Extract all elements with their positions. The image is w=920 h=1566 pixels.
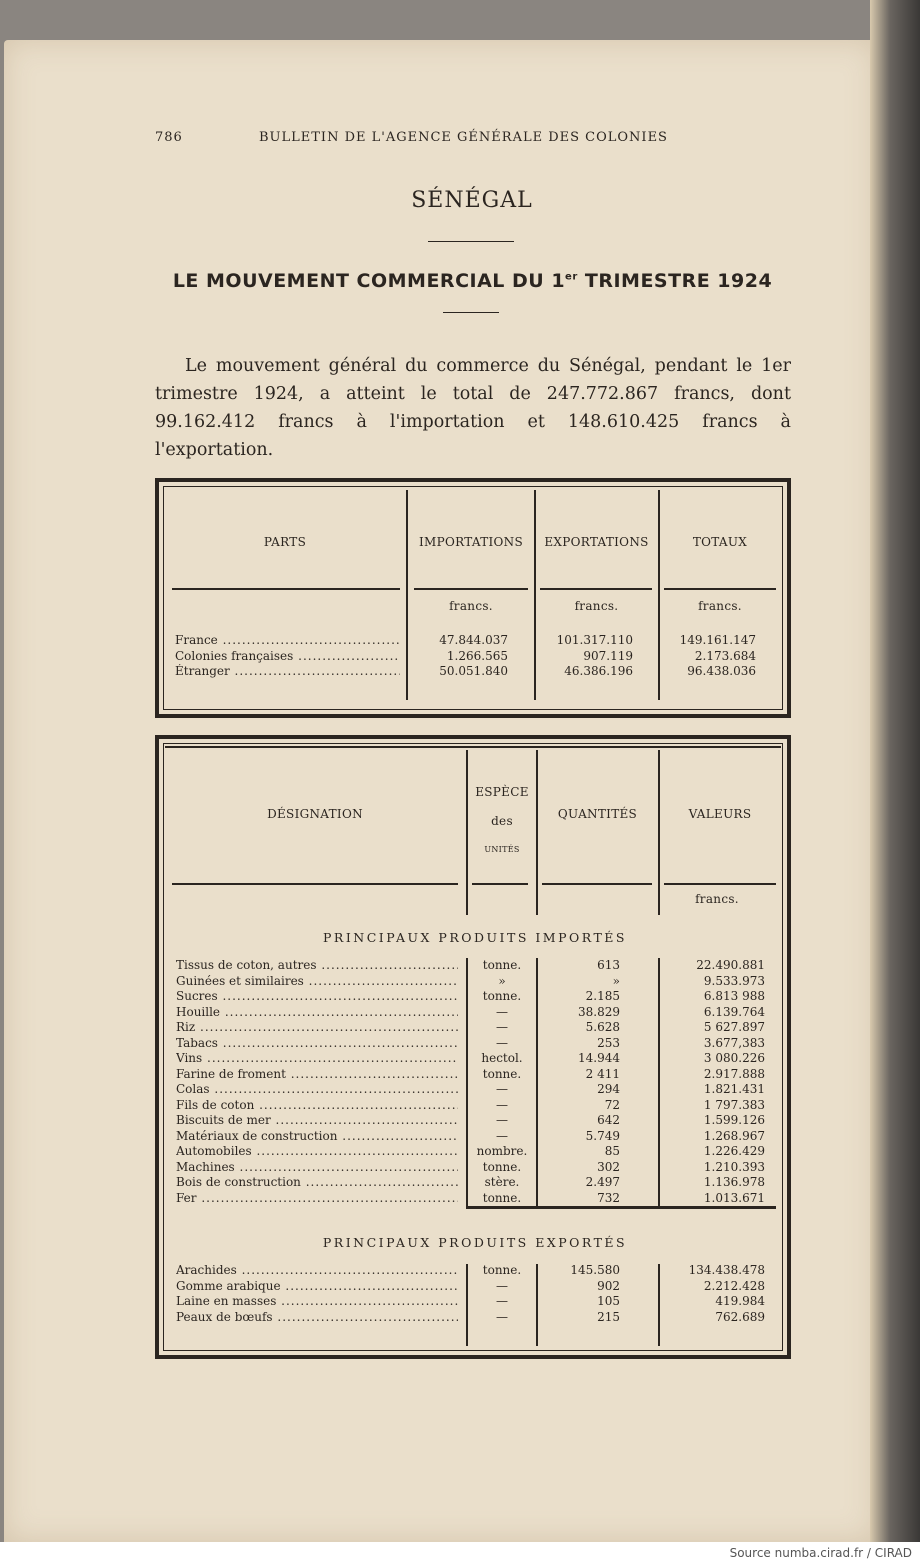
header-valeurs: VALEURS [688,807,752,821]
subtitle-text: LE MOUVEMENT COMMERCIAL DU 1 [172,270,566,292]
product-name: Colas ..... [176,1082,458,1098]
value: 6.813 988 [703,989,765,1003]
unit-type: tonne. [482,989,522,1003]
quantity: 105 [597,1294,620,1308]
value: 5 627.897 [703,1020,765,1034]
subtitle-sup: er [565,271,578,283]
product-name: Tissus de coton, autres ..... [176,958,458,974]
product-name: Biscuits de mer ..... [176,1113,458,1129]
importations-value: 50.051.840 [439,664,508,678]
exportations-value: 101.317.110 [556,633,633,647]
unit-label: francs. [449,599,493,613]
value: 2.212.428 [703,1278,765,1293]
unit-type: tonne. [482,1066,522,1081]
value: 1.821.431 [703,1082,765,1096]
quantity: 72 [604,1097,620,1112]
header-unites: UNITÉS [484,845,520,854]
product-name: Peaux de bœufs ..... [176,1310,458,1326]
product-name: Machines ..... [176,1160,458,1176]
exportations-value: 46.386.196 [564,664,633,678]
exports-section-title: PRINCIPAUX PRODUITS EXPORTÉS [322,1235,628,1250]
quantity: 902 [597,1278,620,1293]
header-exportations: EXPORTATIONS [544,535,649,549]
table-parts [155,478,791,718]
quantity: 613 [597,958,620,972]
unit-type: — [496,1082,508,1096]
quantity: 2.185 [585,989,620,1003]
quantity: 2.497 [585,1175,620,1189]
product-name: Sucres ..... [176,989,458,1005]
product-name: Riz ..... [176,1020,458,1036]
product-name: Vins ..... [176,1051,458,1067]
value: 9.533.973 [703,973,765,988]
quantity: 732 [597,1190,620,1205]
quantity: 253 [597,1035,620,1050]
unit-type: tonne. [482,1263,522,1277]
unit-type: — [496,1004,508,1019]
page-number: 786 [155,130,183,145]
totaux-value: 149.161.147 [679,633,756,647]
product-name: Bois de construction ..... [176,1175,458,1191]
unit-type: — [496,1097,508,1112]
quantity: 294 [597,1082,620,1096]
product-name: Matériaux de construction ..... [176,1129,458,1145]
unit-type: tonne. [482,958,522,972]
page-edge [870,0,920,1542]
running-title: BULLETIN DE L'AGENCE GÉNÉRALE DES COLONIES [259,130,668,145]
value: 22.490.881 [696,958,765,972]
unit-type: » [498,973,506,988]
exportations-value: 907.119 [583,648,633,663]
importations-value: 1.266.565 [446,648,508,663]
subtitle-text-end: TRIMESTRE 1924 [577,270,773,292]
unit-type: — [496,1278,508,1293]
unit-label: francs. [698,599,742,613]
header-espece: ESPÈCE [475,785,529,799]
value: 6.139.764 [703,1004,765,1019]
product-name: Farine de froment ..... [176,1067,458,1083]
product-name: Laine en masses ..... [176,1294,458,1310]
value: 3.677,383 [703,1035,765,1050]
quantity: 5.749 [585,1128,620,1143]
unit-label: francs. [574,599,619,613]
intro-paragraph: Le mouvement général du commerce du Sénégal, pendant le 1er trimestre 1924, a atteint le total de 247.772.867 francs, dont 99.162.412 francs à l'importation et 148.610.425 francs à l'exportation. [155,356,791,460]
value: 419.984 [715,1294,765,1308]
product-name: Houille ..... [176,1005,458,1021]
value: 1 797.383 [703,1097,765,1112]
quantity: 302 [597,1159,620,1174]
quantity: » [612,973,620,988]
unit-type: stère. [484,1175,520,1189]
divider [443,312,499,313]
value: 3 080.226 [703,1051,765,1065]
importations-value: 47.844.037 [439,633,508,647]
quantity: 215 [597,1309,620,1324]
header-importations: IMPORTATIONS [418,535,524,549]
product-name: Arachides ..... [176,1263,458,1279]
imports-section-title: PRINCIPAUX PRODUITS IMPORTÉS [323,930,627,945]
product-name: Automobiles ..... [176,1144,458,1160]
value: 762.689 [715,1309,765,1324]
header-des: des [491,814,513,828]
quantity: 85 [604,1144,620,1158]
quantity: 145.580 [570,1263,620,1277]
header-parts: PARTS [263,535,307,549]
quantity: 642 [597,1113,620,1127]
unit-type: nombre. [476,1144,528,1158]
row-label: Étranger ..... [175,664,400,680]
product-name: Fils de coton ..... [176,1098,458,1114]
product-name: Gomme arabique ..... [176,1279,458,1295]
totaux-value: 2.173.684 [694,648,756,663]
unit-type: — [496,1113,508,1127]
value: 134.438.478 [688,1263,765,1277]
value: 1.226.429 [703,1144,765,1158]
value: 1.210.393 [703,1159,765,1174]
unit-label: francs. [695,892,739,906]
totaux-value: 96.438.036 [687,664,756,678]
value: 2.917.888 [703,1066,765,1081]
quantity: 14.944 [578,1051,620,1065]
value: 1.013.671 [703,1190,765,1205]
value: 1.599.126 [703,1113,765,1127]
row-label: Colonies françaises ..... [175,649,400,665]
unit-type: — [496,1020,508,1034]
row-label: France ..... [175,633,400,649]
quantity: 5.628 [585,1020,620,1034]
header-quantites: QUANTITÉS [557,807,638,821]
page-title: SÉNÉGAL [411,188,533,213]
product-name: Tabacs ..... [176,1036,458,1052]
value: 1.136.978 [703,1175,765,1189]
product-name: Fer ..... [176,1191,458,1207]
unit-type: — [496,1309,508,1324]
section-subtitle [155,270,790,292]
unit-type: — [496,1035,508,1050]
product-name: Guinées et similaires ..... [176,974,458,990]
quantity: 38.829 [578,1004,620,1019]
header-designation: DÉSIGNATION [267,807,363,821]
unit-type: — [496,1128,508,1143]
divider [428,241,514,242]
quantity: 2 411 [585,1066,620,1081]
value: 1.268.967 [703,1128,765,1143]
unit-type: — [496,1294,508,1308]
unit-type: tonne. [482,1190,522,1205]
unit-type: hectol. [481,1051,523,1065]
source-credit: Source numba.cirad.fr / CIRAD [729,1546,912,1560]
header-totaux: TOTAUX [692,535,748,549]
unit-type: tonne. [482,1159,522,1174]
